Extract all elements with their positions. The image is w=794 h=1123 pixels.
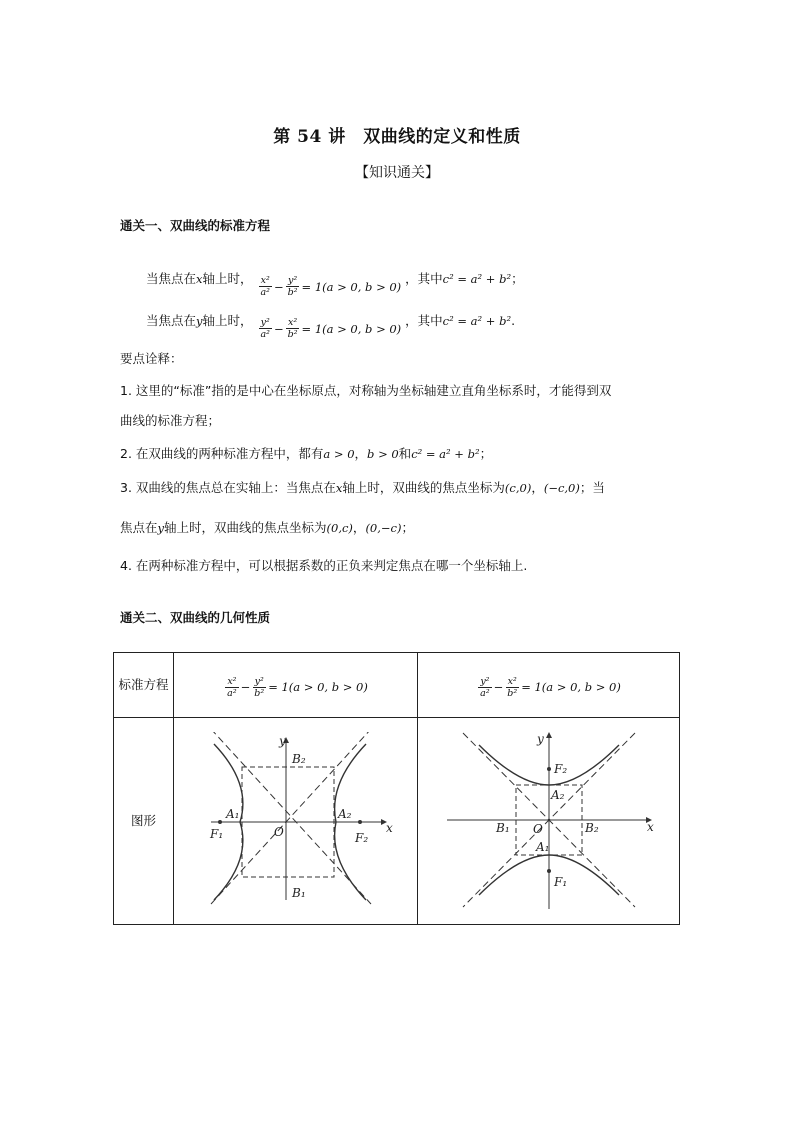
- row-label-figure: 图形: [114, 718, 174, 925]
- figure-cell-x: [174, 718, 418, 925]
- x-axis-prefix: 当焦点在: [146, 271, 197, 286]
- hyperbola-x-axis-figure: [196, 732, 396, 908]
- svg-text:A₂: A₂: [337, 806, 351, 821]
- note-4: 4. 在两种标准方程中，可以根据系数的正负来判定焦点在哪一个坐标轴上.: [120, 558, 528, 573]
- svg-text:F₂: F₂: [354, 830, 368, 845]
- y-axis-var: y: [196, 314, 203, 328]
- page-subtitle: 【知识通关】: [355, 165, 439, 181]
- geometry-properties-table: [113, 652, 680, 925]
- x-axis-var: x: [196, 272, 203, 286]
- svg-text:F₂: F₂: [553, 761, 567, 776]
- c-relation: c² = a² + b²: [442, 272, 512, 286]
- fraction: $\frac{\text{x²}}{\text{b²}}$: [287, 317, 298, 340]
- fraction: $\frac{\text{x²}}{\text{a²}}$: [260, 275, 270, 298]
- svg-text:x: x: [385, 820, 393, 835]
- figure-cell-y: [418, 718, 680, 925]
- section2-heading: 通关二、双曲线的几何性质: [120, 610, 271, 625]
- svg-text:B₂: B₂: [584, 820, 599, 835]
- fraction: $\frac{\text{y²}}{\text{a²}}$: [260, 317, 270, 340]
- fraction: $\frac{\text{y²}}{\text{b²}}$: [287, 275, 298, 298]
- equation-x-axis-line: 当焦点在x轴上时， $\frac{\text{x²}}{\text{a²}}$ − $\frac{\text{y²}}{\text{b²}}$ = 1(a > 0, b > 0) ，其中c² = a² + b²；: [146, 271, 524, 298]
- table-row: [114, 653, 680, 718]
- svg-text:x: x: [646, 819, 654, 834]
- focus-point: [218, 820, 222, 824]
- svg-text:O: O: [532, 821, 543, 836]
- note-1-line-2: 曲线的标准方程；: [120, 413, 221, 428]
- focus-point: [358, 820, 362, 824]
- svg-text:y: y: [278, 733, 286, 748]
- note-3-line-2: 焦点在y轴上时，双曲线的焦点坐标为(0,c)，(0,−c)；: [120, 520, 414, 535]
- x-standard-equation: $\frac{\text{x²}}{\text{a²}}$ − $\frac{\text{y²}}{\text{b²}}$ = 1(a > 0, b > 0): [260, 275, 402, 298]
- svg-text:A₁: A₁: [535, 839, 549, 854]
- row-label-equation: 标准方程: [114, 653, 174, 718]
- svg-text:B₁: B₁: [495, 820, 510, 835]
- equation-y-axis-line: 当焦点在y轴上时， $\frac{\text{y²}}{\text{a²}}$ − $\frac{\text{x²}}{\text{b²}}$ = 1(a > 0, b > 0) ，其中c² = a² + b².: [146, 313, 516, 340]
- page-title: 第 54 讲 双曲线的定义和性质: [273, 127, 521, 147]
- svg-text:F₁: F₁: [209, 826, 223, 841]
- svg-text:B₂: B₂: [291, 751, 306, 766]
- svg-text:B₁: B₁: [291, 885, 306, 900]
- y-standard-equation: $\frac{\text{y²}}{\text{a²}}$ − $\frac{\text{x²}}{\text{b²}}$ = 1(a > 0, b > 0): [260, 317, 402, 340]
- hyperbola-y-axis-figure: [439, 729, 659, 911]
- equation-cell-y: $\frac{\text{y²}}{\text{a²}}$ − $\frac{\text{x²}}{\text{b²}}$ = 1(a > 0, b > 0): [418, 653, 680, 718]
- svg-text:O: O: [273, 824, 284, 839]
- focus-point: [547, 869, 551, 873]
- svg-text:A₂: A₂: [550, 787, 564, 802]
- svg-text:y: y: [536, 731, 544, 746]
- table-row: [114, 718, 680, 925]
- notes-heading: 要点诠释：: [120, 351, 183, 366]
- focus-point: [547, 767, 551, 771]
- note-3-line-1: 3. 双曲线的焦点总在实轴上：当焦点在x轴上时，双曲线的焦点坐标为(c,0)，(−c,0)；当: [120, 480, 605, 495]
- note-2: 2. 在双曲线的两种标准方程中，都有a > 0，b > 0和c² = a² + b²；: [120, 446, 493, 461]
- section1-heading: 通关一、双曲线的标准方程: [120, 218, 271, 233]
- x-axis-suffix: 轴上时，: [202, 271, 253, 286]
- svg-text:A₁: A₁: [225, 806, 239, 821]
- equation-cell-x: $\frac{\text{x²}}{\text{a²}}$ − $\frac{\text{y²}}{\text{b²}}$ = 1(a > 0, b > 0): [174, 653, 418, 718]
- note-1-line-1: 1. 这里的“标准”指的是中心在坐标原点，对称轴为坐标轴建立直角坐标系时，才能得到双: [120, 383, 612, 398]
- svg-text:F₁: F₁: [553, 874, 567, 889]
